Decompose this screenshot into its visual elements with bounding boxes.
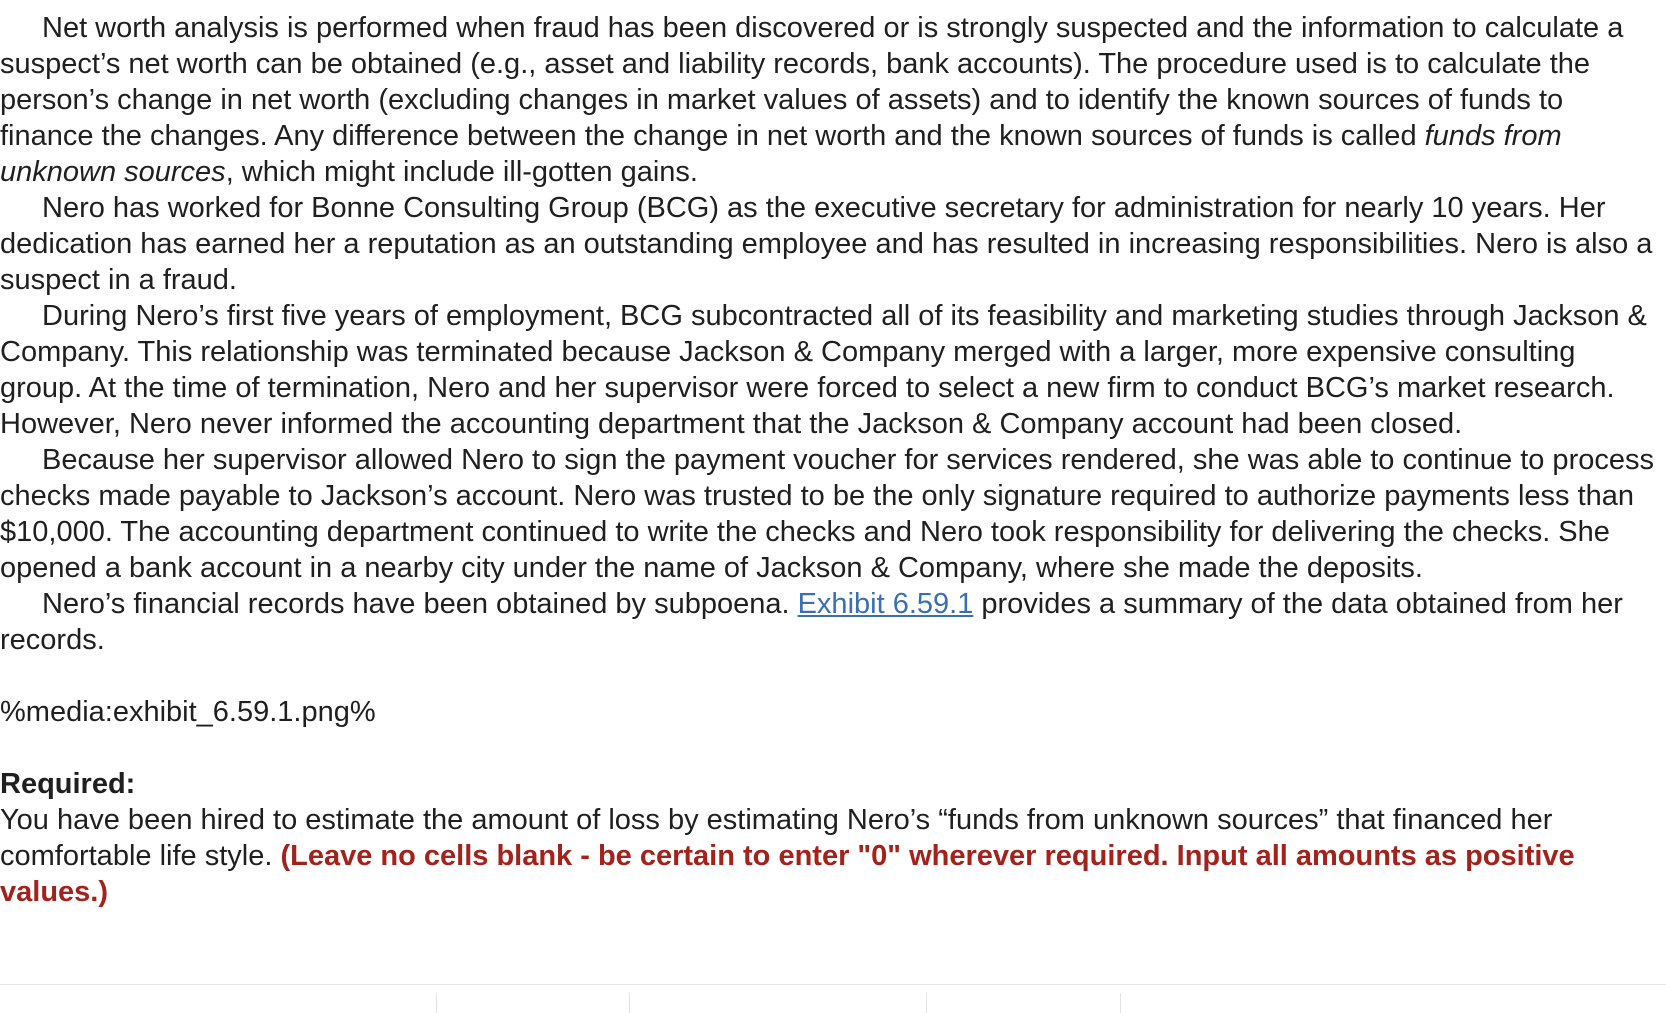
required-heading: Required: (0, 768, 136, 800)
required-description: You have been hired to estimate the amount of loss by estimating Nero’s “funds from unknown sources” that financed her comfortable life style. (0, 804, 1553, 872)
exhibit-link[interactable]: Exhibit 6.59.1 (797, 588, 974, 620)
column-divider (629, 993, 630, 1013)
paragraph-text: Nero’s financial records have been obtained by subpoena. (42, 588, 798, 620)
entry-instruction: (Leave no cells blank - be certain to enter "0" wherever required. Input all amounts as positive values.) (0, 840, 1575, 908)
required-text (0, 802, 1664, 910)
paragraph-net-worth-analysis (0, 10, 1664, 190)
column-divider (926, 993, 927, 1013)
paragraph-text: provides a summary of the data obtained from her records. (0, 588, 1623, 656)
problem-text (0, 10, 1664, 971)
paragraph-jackson-company: During Nero’s first five years of employment, BCG subcontracted all of its feasibility and marketing studies through Jackson & Company. This relationship was terminated because Jackson & Company merged with a larger, more expensive consulting group. At the time of termination, Nero and her supervisor were forced to select a new firm to conduct BCG’s market research. However, Nero never informed the accounting department that the Jackson & Company account had been closed. (0, 300, 1647, 440)
paragraph-financial-records (0, 586, 1664, 658)
column-divider (1120, 993, 1121, 1013)
media-placeholder: %media:exhibit_6.59.1.png% (0, 696, 376, 728)
term-funds-from-unknown-sources: funds from unknown sources (0, 120, 1562, 188)
paragraph-text: Net worth analysis is performed when fraud has been discovered or is strongly suspected and the information to calculate a suspect’s net worth can be obtained (e.g., asset and liability records, bank accounts). The procedure used is to calculate the person’s change in net worth (excluding changes in market values of assets) and to identify the known sources of funds to finance the changes. Any difference between the change in net worth and the known sources of funds is called (0, 12, 1624, 152)
column-divider (436, 993, 437, 1013)
paragraph-text: , which might include ill-gotten gains. (225, 156, 698, 188)
paragraph-nero-background: Nero has worked for Bonne Consulting Group (BCG) as the executive secretary for administration for nearly 10 years. Her dedication has earned her a reputation as an outstanding employee and has resulted in increasing responsibilities. Nero is also a suspect in a fraud. (0, 192, 1653, 296)
answer-table-top-edge (0, 984, 1666, 1013)
paragraph-payment-voucher: Because her supervisor allowed Nero to sign the payment voucher for services rendered, she was able to continue to process checks made payable to Jackson’s account. Nero was trusted to be the only signature required to authorize payments less than $10,000. The accounting department continued to write the checks and Nero took responsibility for delivering the checks. She opened a bank account in a nearby city under the name of Jackson & Company, where she made the deposits. (0, 444, 1654, 584)
